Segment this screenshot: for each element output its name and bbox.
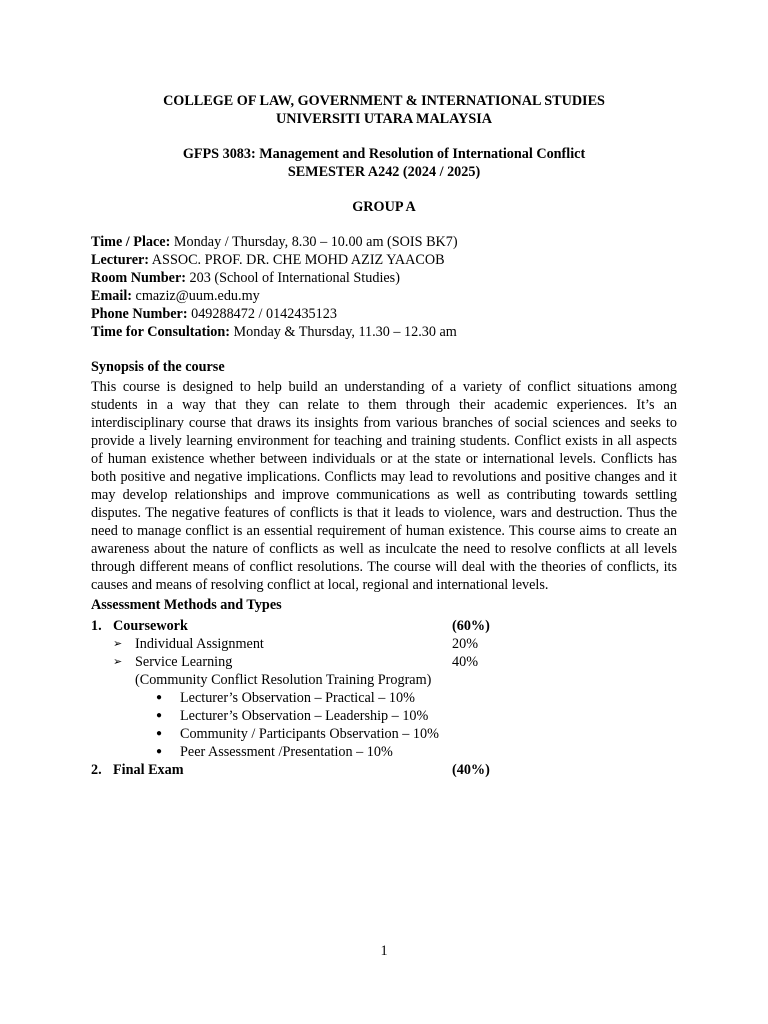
arrow-bullet-icon: ➢ xyxy=(113,638,123,650)
document-page xyxy=(91,92,677,779)
bullet-item xyxy=(91,707,677,725)
room-value: 203 (School of International Studies) xyxy=(185,270,400,286)
coursework-label: Coursework xyxy=(113,618,188,634)
final-exam-percent: (40%) xyxy=(452,762,490,778)
group-title: GROUP A xyxy=(352,199,416,215)
info-time-place xyxy=(91,233,677,251)
bullet-item xyxy=(91,743,677,761)
synopsis-text: This course is designed to help build an understanding of a variety of conflict situations among students in a way that they can relate to them through their academic experiences. It’s an interdisciplinary course that draws its insights from various branches of social sciences and seeks to provide a lively learning environment for teaching and training students. Conflict exists in all aspects of human existence whether between individuals or at the state or international levels. Conflicts has both positive and negative implications. Conflicts may lead to revolutions and positive changes and it may develop relationships and improve communications as well as contributing towards settling disputes. The negative features of conflicts is that it leads to violence, wars and destruction. Thus the need to manage conflict is an essential requirement of human existence. This course aims to create an awareness about the nature of conflicts as well as inculcate the need to resolve conflicts at all levels through different means of conflict resolutions. The course will deal with the theories of conflicts, its causes and means of resolving conflict at local, regional and international levels. xyxy=(91,379,677,593)
bullet-icon: ● xyxy=(156,692,163,703)
coursework-number: 1. xyxy=(91,618,102,634)
info-email xyxy=(91,287,677,305)
bullet-icon: ● xyxy=(156,728,163,739)
info-lecturer xyxy=(91,251,677,269)
service-learning-note-row xyxy=(91,671,677,689)
college-name: COLLEGE OF LAW, GOVERNMENT & INTERNATIONAL STUDIES xyxy=(163,93,605,109)
info-consultation xyxy=(91,323,677,341)
semester: SEMESTER A242 (2024 / 2025) xyxy=(287,164,481,180)
consultation-label: Time for Consultation: xyxy=(91,324,230,340)
arrow-bullet-icon: ➢ xyxy=(113,656,123,668)
service-learning-label: Service Learning xyxy=(135,654,233,670)
phone-value: 049288472 / 0142435123 xyxy=(187,306,337,322)
bullet-text: Peer Assessment /Presentation – 10% xyxy=(180,744,393,760)
email-label: Email: xyxy=(91,288,132,304)
bullet-text: Lecturer’s Observation – Leadership – 10% xyxy=(180,708,429,724)
bullet-icon: ● xyxy=(156,746,163,757)
page-number: 1 xyxy=(380,943,388,959)
consultation-value: Monday & Thursday, 11.30 – 12.30 am xyxy=(230,324,457,340)
university-name: UNIVERSITI UTARA MALAYSIA xyxy=(275,111,492,127)
email-value: cmaziz@uum.edu.my xyxy=(131,288,260,304)
bullet-item xyxy=(91,725,677,743)
individual-assignment-label: Individual Assignment xyxy=(135,636,264,652)
final-exam-label: Final Exam xyxy=(113,762,184,778)
individual-assignment-percent: 20% xyxy=(452,636,479,652)
course-header xyxy=(91,145,677,181)
time-place-value: Monday / Thursday, 8.30 – 10.00 am (SOIS BK7) xyxy=(170,234,458,250)
course-info xyxy=(91,233,677,341)
coursework-row xyxy=(91,617,677,635)
info-phone xyxy=(91,305,677,323)
final-exam-row xyxy=(91,761,677,779)
course-title: GFPS 3083: Management and Resolution of International Conflict xyxy=(182,146,586,162)
service-learning-percent: 40% xyxy=(452,654,479,670)
lecturer-label: Lecturer: xyxy=(91,252,150,268)
room-label: Room Number: xyxy=(91,270,186,286)
lecturer-value: ASSOC. PROF. DR. CHE MOHD AZIZ YAACOB xyxy=(149,252,445,268)
info-room xyxy=(91,269,677,287)
synopsis-title: Synopsis of the course xyxy=(91,359,225,375)
bullet-text: Lecturer’s Observation – Practical – 10% xyxy=(180,690,415,706)
service-learning-note: (Community Conflict Resolution Training Program) xyxy=(135,672,432,688)
document-header xyxy=(91,92,677,128)
bullet-item xyxy=(91,689,677,707)
bullet-icon: ● xyxy=(156,710,163,721)
individual-assignment-row xyxy=(91,635,677,653)
phone-label: Phone Number: xyxy=(91,306,188,322)
bullet-text: Community / Participants Observation – 10% xyxy=(180,726,439,742)
assessment-title: Assessment Methods and Types xyxy=(91,597,282,613)
service-learning-row xyxy=(91,653,677,671)
coursework-percent: (60%) xyxy=(452,618,490,634)
final-exam-number: 2. xyxy=(91,762,102,778)
time-place-label: Time / Place: xyxy=(91,234,171,250)
